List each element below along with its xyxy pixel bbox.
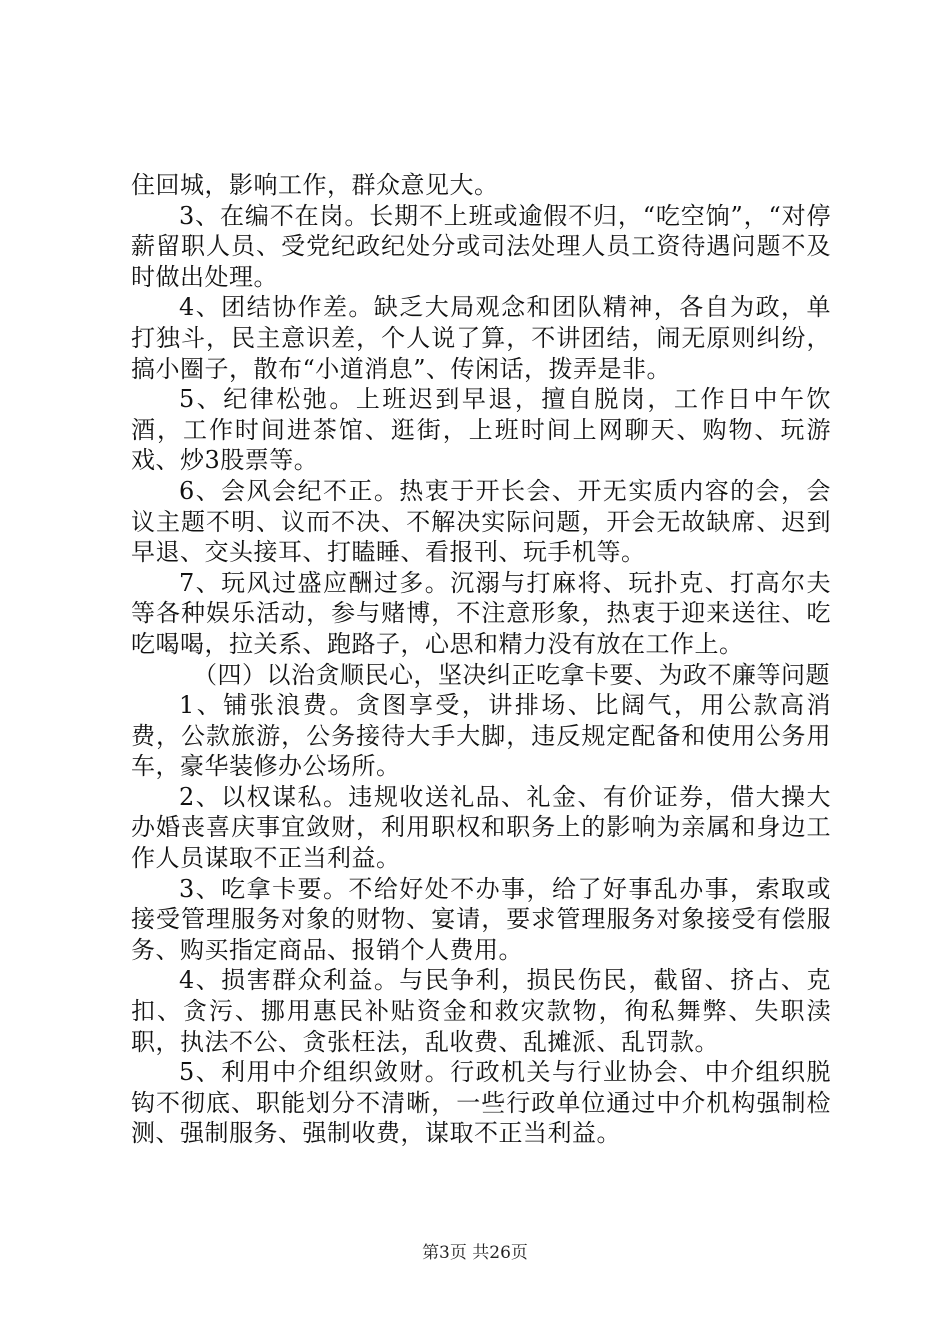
paragraph-item-1-waste: 1、铺张浪费。贪图享受，讲排场、比阔气，用公款高消费，公款旅游，公务接待大手大脚，违反规定配备和使用公务用车，豪华装修办公场所。 (131, 691, 831, 781)
paragraph-item-3-extortion: 3、吃拿卡要。不给好处不办事，给了好事乱办事，索取或接受管理服务对象的财物、宴请，要求管理服务对象接受有偿服务、购买指定商品、报销个人费用。 (131, 874, 831, 964)
document-body (131, 170, 831, 1149)
page-footer: 第3页 共26页 (422, 1243, 528, 1263)
paragraph-item-3-absent: 3、在编不在岗。长期不上班或逾假不归，“吃空饷”，“对停薪留职人员、受党纪政纪处分或司法处理人员工资待遇问题不及时做出处理。 (131, 201, 831, 291)
paragraph-item-5-intermediaries: 5、利用中介组织敛财。行政机关与行业协会、中介组织脱钩不彻底、职能划分不清晰，一些行政单位通过中介机构强制检测、强制服务、强制收费，谋取不正当利益。 (131, 1058, 831, 1148)
section-heading-4: （四）以治贪顺民心，坚决纠正吃拿卡要、为政不廉等问题 (193, 660, 830, 689)
paragraph-item-5-discipline: 5、纪律松弛。上班迟到早退，擅自脱岗，工作日中午饮酒，工作时间进茶馆、逛街，上班时间上网聊天、购物、玩游戏、炒3股票等。 (131, 385, 831, 475)
paragraph-item-4-public-interest: 4、损害群众利益。与民争利，损民伤民，截留、挤占、克扣、贪污、挪用惠民补贴资金和救灾款物，徇私舞弊、失职渎职，执法不公、贪张枉法，乱收费、乱摊派、乱罚款。 (131, 966, 831, 1056)
paragraph-item-7-entertainment: 7、玩风过盛应酬过多。沉溺与打麻将、玩扑克、打高尔夫等各种娱乐活动，参与赌博，不注意形象，热衷于迎来送往、吃吃喝喝，拉关系、跑路子，心思和精力没有放在工作上。 (131, 568, 831, 658)
paragraph-item-2-abuse-of-power: 2、以权谋私。违规收送礼品、礼金、有价证券，借大操大办婚丧喜庆事宜敛财，利用职权和职务上的影响为亲属和身边工作人员谋取不正当利益。 (131, 782, 831, 873)
paragraph-item-6-meetings: 6、会风会纪不正。热衷于开长会、开无实质内容的会，会议主题不明、议而不决、不解决实际问题，开会无故缺席、迟到早退、交头接耳、打瞌睡、看报刊、玩手机等。 (131, 476, 831, 567)
paragraph-continuation: 住回城，影响工作，群众意见大。 (131, 171, 499, 199)
paragraph-item-4-teamwork: 4、团结协作差。缺乏大局观念和团队精神，各自为政，单打独斗，民主意识差，个人说了算，不讲团结，闹无原则纠纷，搞小圈子，散布“小道消息”、传闲话，拨弄是非。 (131, 293, 831, 383)
